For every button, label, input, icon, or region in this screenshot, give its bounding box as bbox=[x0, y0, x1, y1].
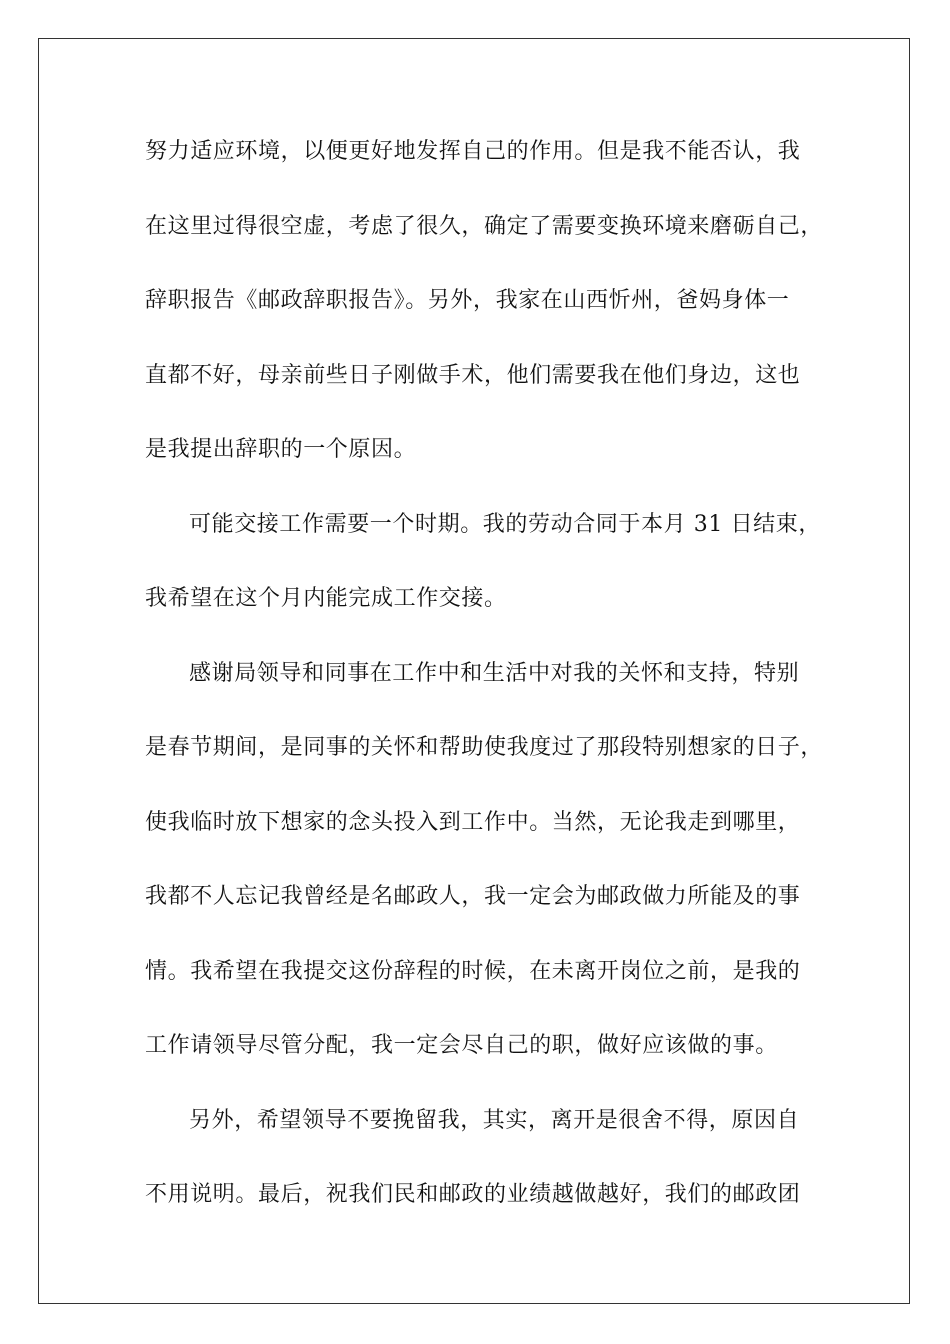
text-line: 使我临时放下想家的念头投入到工作中。当然，无论我走到哪里， bbox=[145, 810, 801, 835]
text-line: 直都不好，母亲前些日子刚做手术，他们需要我在他们身边，这也 bbox=[145, 363, 801, 388]
text-line: 工作请领导尽管分配，我一定会尽自己的职，做好应该做的事。 bbox=[145, 1033, 778, 1058]
paragraph-first-line: 另外，希望领导不要挽留我，其实，离开是很舍不得，原因自 bbox=[189, 1108, 800, 1133]
text-line: 在这里过得很空虚，考虑了很久，确定了需要变换环境来磨砺自己， bbox=[145, 214, 824, 239]
text-line: 我都不人忘记我曾经是名邮政人，我一定会为邮政做力所能及的事 bbox=[145, 884, 801, 909]
text-line: 我希望在这个月内能完成工作交接。 bbox=[145, 586, 507, 611]
text-line: 情。我希望在我提交这份辞程的时候，在未离开岗位之前，是我的 bbox=[145, 959, 801, 984]
text-line: 不用说明。最后，祝我们民和邮政的业绩越做越好，我们的邮政团 bbox=[145, 1182, 801, 1207]
paragraph-first-line: 可能交接工作需要一个时期。我的劳动合同于本月 31 日结束， bbox=[189, 512, 821, 537]
text-line: 是春节期间，是同事的关怀和帮助使我度过了那段特别想家的日子， bbox=[145, 735, 824, 760]
paragraph-first-line: 感谢局领导和同事在工作中和生活中对我的关怀和支持，特别 bbox=[189, 661, 800, 686]
text-line: 努力适应环境，以便更好地发挥自己的作用。但是我不能否认，我 bbox=[145, 139, 801, 164]
text-line: 是我提出辞职的一个原因。 bbox=[145, 437, 417, 462]
text-line: 辞职报告《邮政辞职报告》。另外，我家在山西忻州，爸妈身体一 bbox=[145, 288, 790, 313]
